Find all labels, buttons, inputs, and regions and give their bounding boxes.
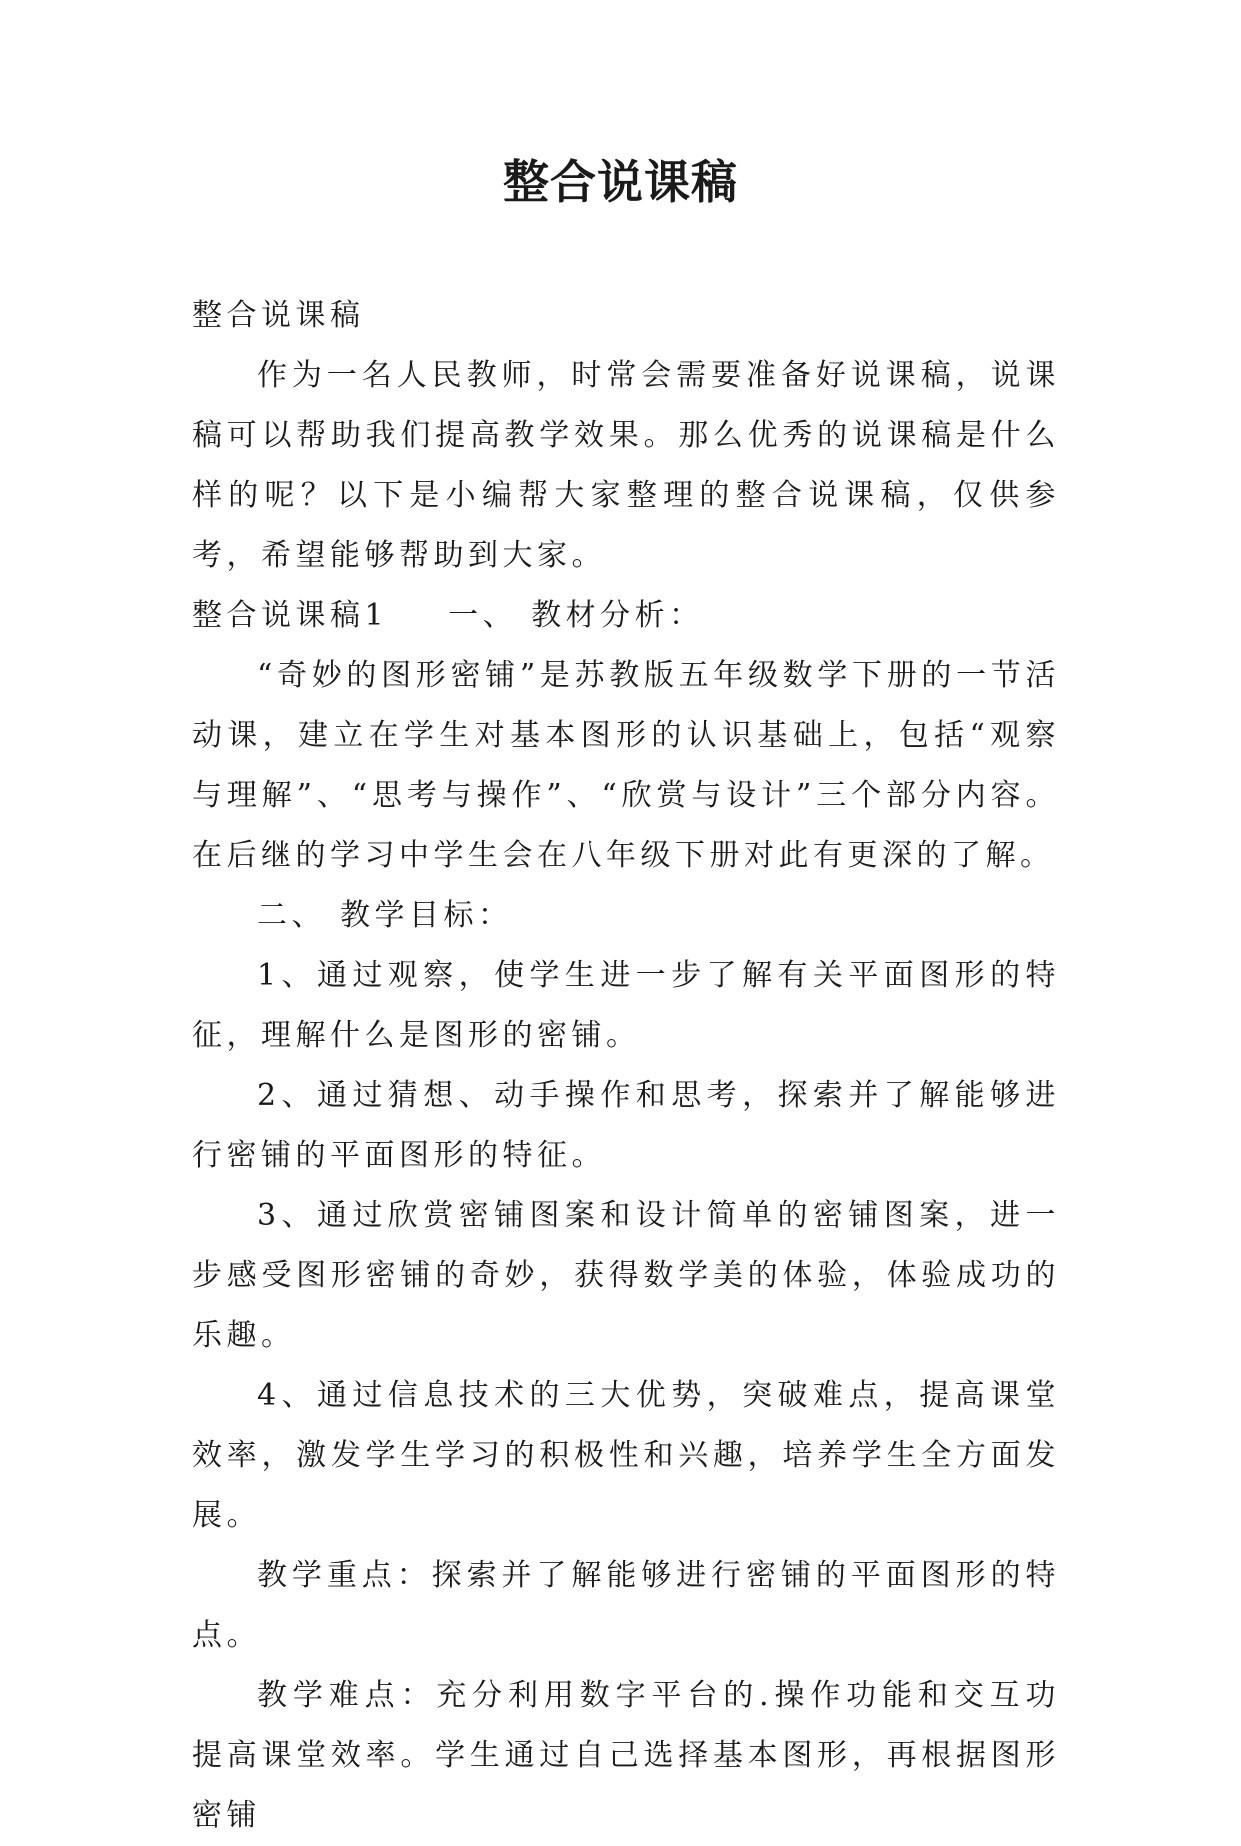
- paragraph-intro: 作为一名人民教师，时常会需要准备好说课稿，说课稿可以帮助我们提高教学效果。那么优秀的说课稿是什么样的呢？以下是小编帮大家整理的整合说课稿，仅供参考，希望能够帮助到大家。: [192, 358, 1060, 573]
- paragraph-goal-2: 2、通过猜想、动手操作和思考，探索并了解能够进行密铺的平面图形的特征。: [192, 1078, 1060, 1173]
- paragraph-section-heading: [192, 586, 1060, 646]
- paragraph-teaching-goals-heading: 二、 教学目标：: [257, 898, 513, 933]
- paragraph-goal-3: 3、通过欣赏密铺图案和设计简单的密铺图案，进一步感受图形密铺的奇妙，获得数学美的体验，体验成功的乐趣。: [192, 1198, 1060, 1353]
- document-body: [192, 286, 1060, 1846]
- paragraph-key-point: 教学重点：探索并了解能够进行密铺的平面图形的特点。: [192, 1558, 1060, 1653]
- paragraph-goal-1: 1、通过观察，使学生进一步了解有关平面图形的特征，理解什么是图形的密铺。: [192, 958, 1060, 1053]
- paragraph-difficulty: 教学难点：充分利用数字平台的.操作功能和交互功提高课堂效率。学生通过自己选择基本图形，再根据图形密铺: [192, 1678, 1060, 1833]
- paragraph-material-analysis: “奇妙的图形密铺”是苏教版五年级数学下册的一节活动课，建立在学生对基本图形的认识基础上，包括“观察与理解”、“思考与操作”、“欣赏与设计”三个部分内容。在后继的学习中学生会在八年级下册对此有更深的了解。: [192, 658, 1060, 873]
- document-title: 整合说课稿: [503, 155, 738, 209]
- paragraph-heading: 整合说课稿: [192, 298, 365, 333]
- paragraph-goal-4: 4、通过信息技术的三大优势，突破难点，提高课堂效率，激发学生学习的积极性和兴趣，培养学生全方面发展。: [192, 1378, 1060, 1533]
- section-title: 整合说课稿1: [192, 598, 389, 633]
- section-subheading: 一、 教材分析：: [448, 598, 704, 633]
